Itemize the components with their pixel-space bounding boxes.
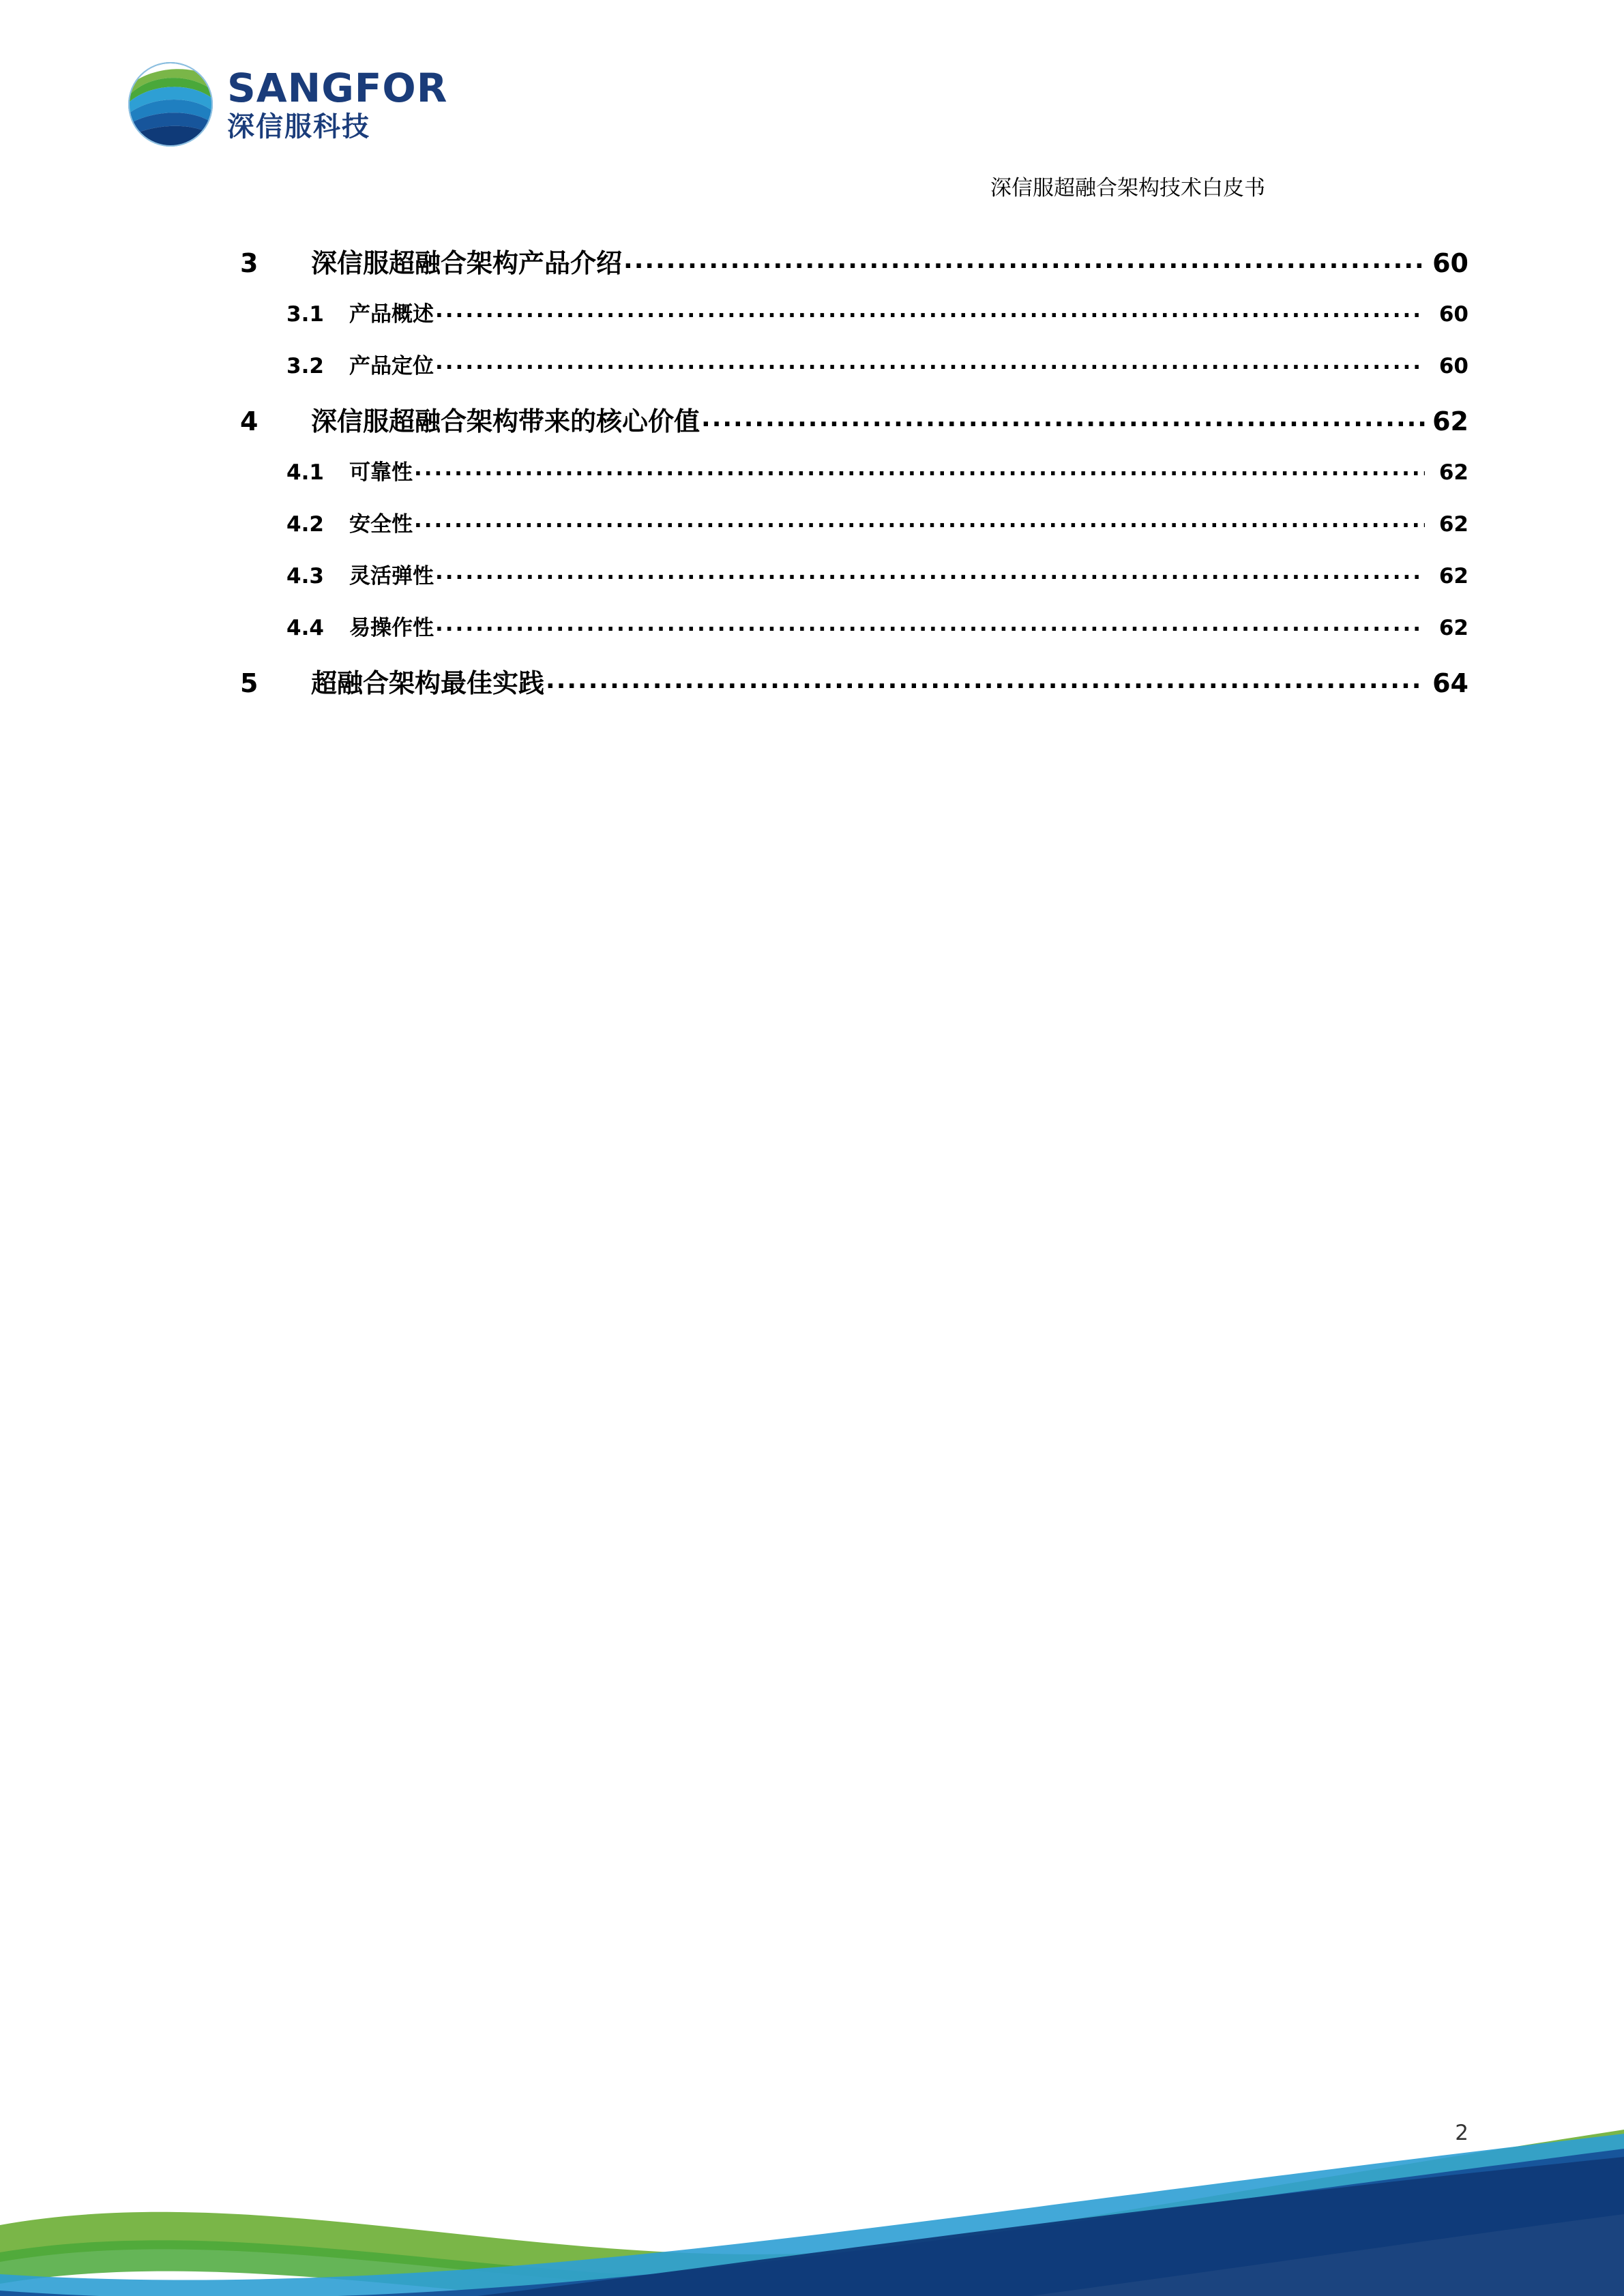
toc-entry-label: 灵活弹性 (349, 564, 434, 588)
toc-entry-page: 62 (1432, 406, 1468, 436)
toc-entry-number: 4 (240, 406, 259, 436)
globe-logo-icon (126, 60, 215, 149)
logo-brand-text: SANGFOR (227, 65, 448, 111)
toc-entry[interactable] (0, 242, 1624, 297)
toc-entry-label: 可靠性 (349, 460, 413, 485)
toc-leader-dots (546, 666, 1425, 694)
document-header-title: 深信服超融合架构技术白皮书 (990, 176, 1265, 200)
toc-entry-label: 安全性 (349, 512, 413, 537)
toc-entry[interactable] (0, 662, 1624, 717)
toc-entry[interactable] (0, 455, 1624, 507)
toc-entry-page: 60 (1438, 302, 1468, 327)
toc-entry-page: 60 (1438, 354, 1468, 378)
toc-entry-label: 超融合架构最佳实践 (311, 668, 545, 698)
toc-entry-number: 4.2 (286, 512, 324, 537)
toc-leader-dots (435, 350, 1425, 374)
toc-entry-number: 5 (240, 668, 259, 698)
toc-entry-page: 60 (1432, 248, 1468, 278)
toc-entry[interactable] (0, 400, 1624, 455)
toc-entry[interactable] (0, 610, 1624, 662)
toc-leader-dots (435, 560, 1425, 584)
toc-entry-number: 3 (240, 248, 259, 278)
footer-decorative-waves (0, 2091, 1624, 2296)
toc-entry-page: 62 (1438, 512, 1468, 537)
toc-entry-number: 4.1 (286, 460, 324, 485)
toc-entry-number: 3.2 (286, 354, 324, 378)
toc-entry-page: 62 (1438, 460, 1468, 485)
toc-entry-label: 产品定位 (349, 354, 434, 378)
logo-brand-cn-text: 深信服科技 (227, 111, 370, 143)
toc-entry[interactable] (0, 348, 1624, 400)
sangfor-logo (126, 60, 447, 149)
toc-entry[interactable] (0, 297, 1624, 348)
toc-entry[interactable] (0, 558, 1624, 610)
toc-entry-label: 易操作性 (349, 616, 434, 640)
toc-entry[interactable] (0, 507, 1624, 558)
toc-leader-dots (414, 456, 1425, 481)
toc-entry-label: 深信服超融合架构带来的核心价值 (311, 406, 700, 436)
toc-entry-label: 产品概述 (349, 302, 434, 327)
toc-entry-label: 深信服超融合架构产品介绍 (311, 248, 623, 278)
logo-wordmark (227, 65, 448, 143)
toc-leader-dots (623, 246, 1425, 274)
toc-entry-number: 3.1 (286, 302, 324, 327)
page-header (0, 53, 1624, 200)
toc-leader-dots (435, 298, 1425, 323)
toc-entry-page: 62 (1438, 616, 1468, 640)
page-number: 2 (1455, 2121, 1468, 2145)
toc-entry-page: 62 (1438, 564, 1468, 588)
toc-entry-page: 64 (1432, 668, 1468, 698)
toc-entry-number: 4.4 (286, 616, 324, 640)
toc-leader-dots (414, 508, 1425, 533)
toc-leader-dots (701, 404, 1425, 432)
table-of-contents (0, 242, 1624, 717)
toc-entry-number: 4.3 (286, 564, 324, 588)
toc-leader-dots (435, 612, 1425, 636)
